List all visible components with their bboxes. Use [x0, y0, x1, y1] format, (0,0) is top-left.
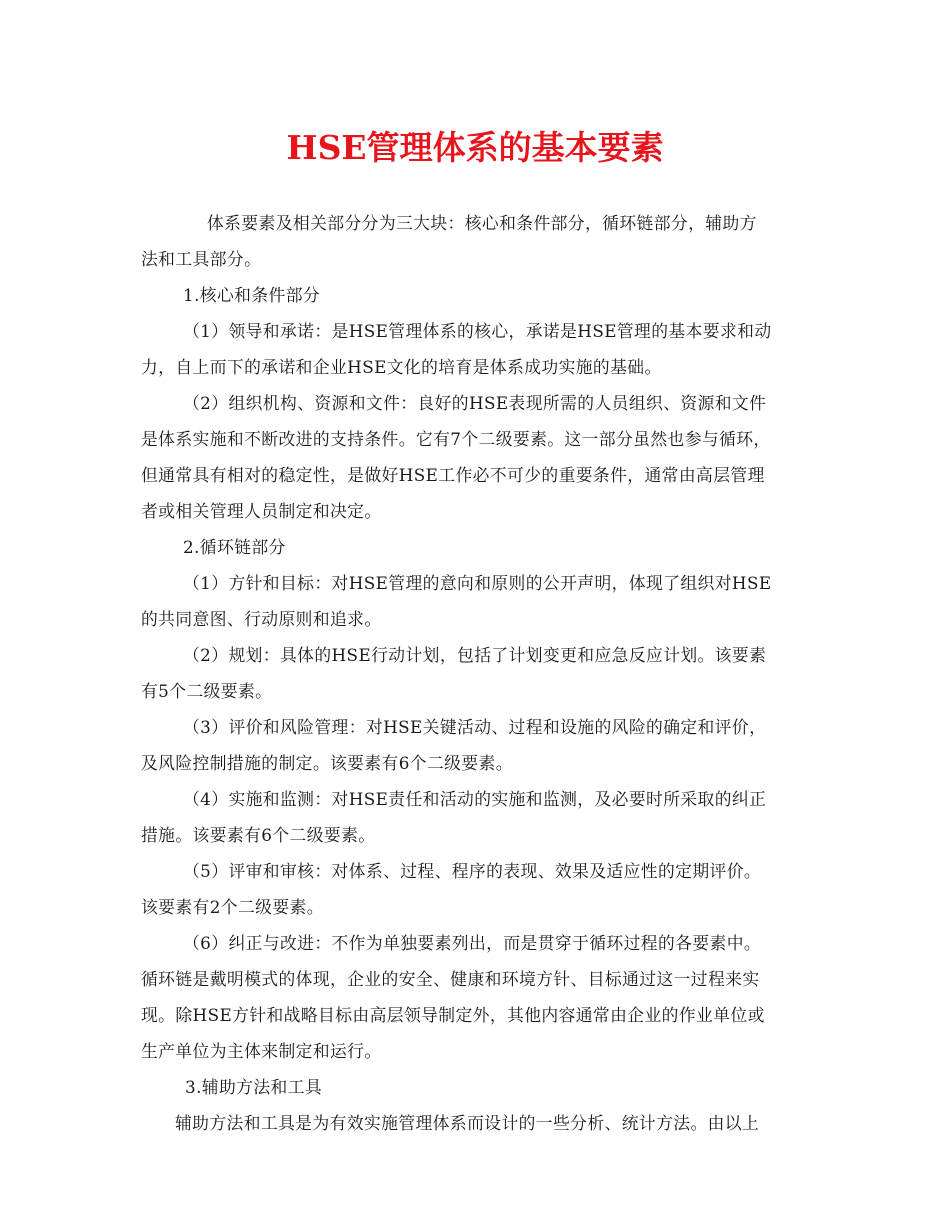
section-heading: 2.循环链部分	[183, 537, 286, 557]
paragraph-line: （1）方针和目标：对HSE管理的意向和原则的公开声明，体现了组织对HSE	[183, 573, 772, 593]
paragraph-line: （3）评价和风险管理：对HSE关键活动、过程和设施的风险的确定和评价，	[183, 717, 767, 737]
paragraph-line: （1）领导和承诺：是HSE管理体系的核心，承诺是HSE管理的基本要求和动	[183, 321, 772, 341]
paragraph-line: 但通常具有相对的稳定性，是做好HSE工作必不可少的重要条件，通常由高层管理	[141, 465, 765, 485]
paragraph-line: 体系要素及相关部分分为三大块：核心和条件部分，循环链部分，辅助方	[207, 213, 757, 233]
paragraph-line: 及风险控制措施的制定。该要素有6个二级要素。	[141, 753, 513, 773]
paragraph-line: （2）组织机构、资源和文件：良好的HSE表现所需的人员组织、资源和文件	[183, 393, 767, 413]
paragraph-line: 法和工具部分。	[141, 249, 262, 269]
paragraph-line: 生产单位为主体来制定和运行。	[141, 1041, 382, 1061]
paragraph-line: 的共同意图、行动原则和追求。	[141, 609, 382, 629]
paragraph-line: 现。除HSE方针和战略目标由高层领导制定外，其他内容通常由企业的作业单位或	[141, 1005, 765, 1025]
paragraph-line: 是体系实施和不断改进的支持条件。它有7个二级要素。这一部分虽然也参与循环，	[141, 429, 771, 449]
document-title: HSE管理体系的基本要素	[286, 128, 664, 167]
paragraph-line: 该要素有2个二级要素。	[141, 897, 324, 917]
paragraph-line: 循环链是戴明模式的体现，企业的安全、健康和环境方针、目标通过这一过程来实	[141, 969, 760, 989]
section-heading: 3.辅助方法和工具	[185, 1077, 323, 1097]
paragraph-line: 措施。该要素有6个二级要素。	[141, 825, 376, 845]
document-body	[141, 205, 813, 1141]
paragraph-line: （6）纠正与改进：不作为单独要素列出，而是贯穿于循环过程的各要素中。	[183, 933, 762, 953]
paragraph-line: （2）规划：具体的HSE行动计划，包括了计划变更和应急反应计划。该要素	[183, 645, 767, 665]
paragraph-line: 辅助方法和工具是为有效实施管理体系而设计的一些分析、统计方法。由以上	[175, 1113, 760, 1133]
paragraph-line: （5）评审和审核：对体系、过程、程序的表现、效果及适应性的定期评价。	[183, 861, 762, 881]
paragraph-line: 有5个二级要素。	[141, 681, 273, 701]
paragraph-line: （4）实施和监测：对HSE责任和活动的实施和监测，及必要时所采取的纠正	[183, 789, 767, 809]
paragraph-line: 者或相关管理人员制定和决定。	[141, 501, 382, 521]
paragraph-line: 力，自上而下的承诺和企业HSE文化的培育是体系成功实施的基础。	[141, 357, 662, 377]
section-heading: 1.核心和条件部分	[183, 285, 321, 305]
